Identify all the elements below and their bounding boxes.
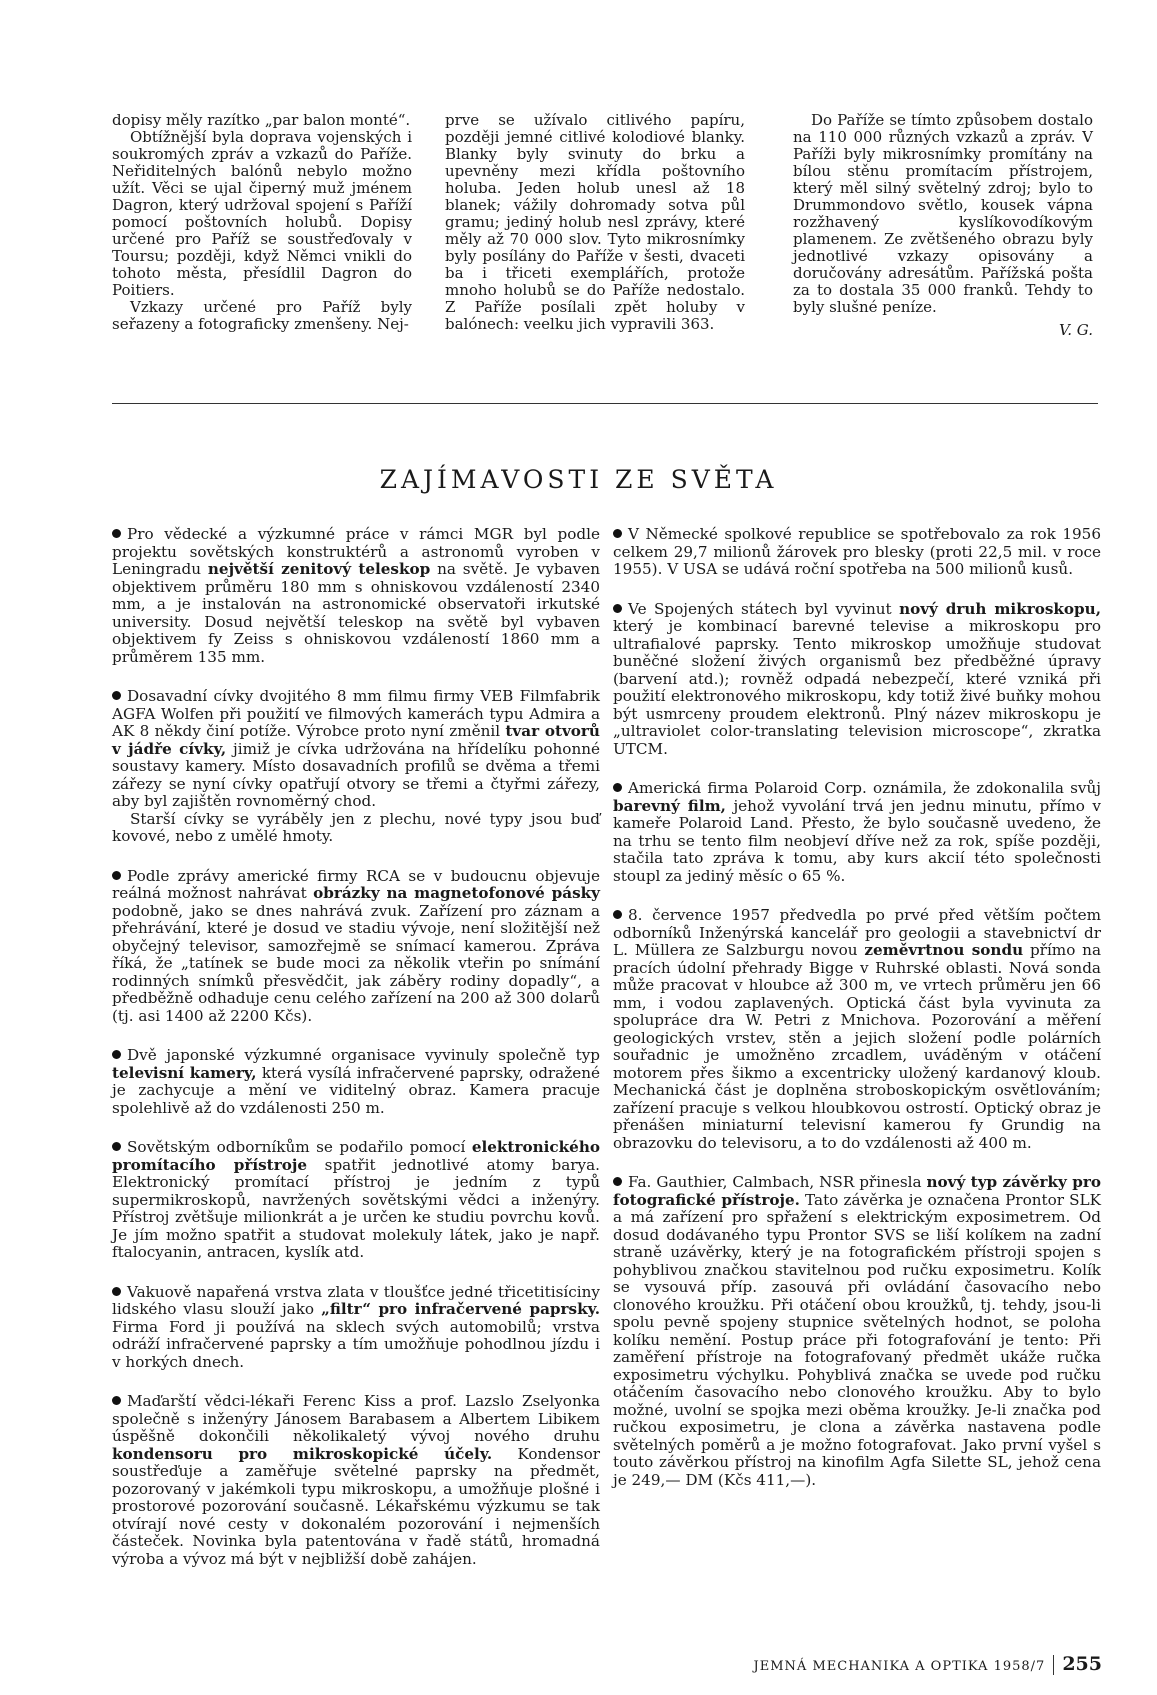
bullet-icon — [112, 1287, 121, 1296]
news-item — [613, 526, 1101, 579]
news-item — [112, 868, 600, 1026]
news-keyword: kondensoru pro mikroskopické účely. — [112, 1444, 493, 1463]
news-text: Firma Ford ji používá na sklech svých automobilů; vrstva odráží infračervené paprsky a tím umožňuje pohodlnou jízdu i v horkých dnech. — [112, 1317, 600, 1371]
bullet-icon — [613, 910, 622, 919]
news-keyword: obrázky na magnetofonové pásky — [313, 884, 600, 902]
news-text: V Německé spolkové republice se spotřebovalo za rok 1956 celkem 29,7 milionů žárovek pro blesky (proti 22,5 mil. v roce 1955). V USA se udává roční spotřeba na 500 milionů kusů. — [613, 525, 1101, 578]
top-column-3 — [793, 112, 1093, 339]
news-text: Vakuově napařená vrstva zlata v tloušťce jedné třicetitisíciny lidského vlasu slouží jako — [112, 1282, 600, 1318]
news-text: která vysílá infračervené paprsky, odražené je zachycuje a mění ve viditelný obraz. Kamera pracuje spolehlivě až do vzdálenosti 250 m. — [112, 1063, 600, 1117]
news-keyword: největší zenitový teleskop — [207, 560, 431, 578]
news-text: Tato závěrka je označena Prontor SLK a má zařízení pro spřažení s elektrickým exposimetrem. Od dosud dodávaného typu Prontor SVS se liší kolíkem na zadní straně uzávěrky, který je na fotografickém přístroji spojen s pohyblivou značkou stavitelnou pod ručku exposimetru. Kolík se vysouvá příp. zasouvá při ovládání časovacího nebo clonového kroužku. Při otáčení obou kroužků, tj. tehdy, jsou-li spolu pevně spojeny stupnice světelných hodnot, se poloha kolíku nemění. Postup práce při fotografování je tento: Při zaměření přístroje na fotografovaný předmět ukáže ručka exposimetru výchylku. Pohyblivá značka se uvede pod ručku otáčením časovacího nebo clonového kroužku. Aby to bylo možné, uvolní se spojka mezi oběma kroužky. Je-li značka pod ručkou exposimetru, je clona a závěrka nastavena podle světelných poměrů a je možno fotografovat. Jako první vyšel s touto závěrkou přístroj na kinofilm Agfa Silette SL, jehož cena je 249,— DM (Kčs 411,—). — [613, 1190, 1101, 1489]
paragraph: Obtížnější byla doprava vojenských i soukromých zpráv a vzkazů do Paříže. Neřiditelných balónů nebylo možno užít. Věci se ujal čiperný muž jménem Dagron, který udržoval spojení s Paříží pomocí poštovních holubů. Dopisy určené pro Paříž se soustřeďovaly v Toursu; později, když Němci vnikli do tohoto města, přesídlil Dagron do Poitiers. — [112, 128, 412, 299]
news-item — [112, 1284, 600, 1372]
author-signature: V. G. — [1059, 321, 1093, 339]
news-text: Ve Spojených státech byl vyvinut — [628, 599, 900, 618]
news-keyword: nový typ závěrky pro fotografické přístroje. — [613, 1173, 1101, 1209]
news-text: Americká firma Polaroid Corp. oznámila, že zdokonalila svůj — [628, 779, 1101, 797]
news-text: Podle zprávy americké firmy RCA se v budoucnu objevuje reálná možnost nahrávat — [112, 866, 600, 902]
news-item — [613, 601, 1101, 759]
news-keyword: zeměvrtnou sondu — [864, 941, 1024, 959]
news-text: jimiž je cívka udržována na hřídelíku pohonné soustavy kamery. Místo dosavadních profilů se dvěma a třemi zářezy se nyní cívky opatřují otvory se třemi a čtyřmi zářezy, aby byl zajištěn rovnoměrný chod. — [112, 739, 600, 810]
news-text: spatřit jednotlivé atomy barya. Elektronický promítací přístroj je jedním z typů supermikroskopů, navržených sovětskými vědci a inženýry. Přístroj zvětšuje milionkrát a je určen ke studiu povrchu kovů. Je jím možno spatřit a studovat molekuly látek, jako je např. ftalocyanin, antracen, kyslík atd. — [112, 1155, 601, 1261]
top-column-2 — [445, 112, 745, 333]
news-keyword: barevný film, — [613, 796, 726, 815]
news-item — [613, 907, 1101, 1152]
news-column-right — [613, 526, 1101, 1511]
news-text: Fa. Gauthier, Calmbach, NSR přinesla — [628, 1173, 927, 1191]
page-footer — [754, 1653, 1102, 1675]
bullet-icon — [112, 691, 121, 700]
news-text: na světě. Je vybaven objektivem průměru 180 mm s ohniskovou vzdáleností 2340 mm, a je instalován na astronomické observatoři irkutské university. Dosud největší teleskop na světě byl vybaven objektivem fy Zeiss s ohniskovou vzdáleností 1860 mm a průměrem 135 mm. — [112, 560, 600, 666]
news-text: Sovětským odborníkům se podařilo pomocí — [127, 1138, 472, 1156]
news-column-left — [112, 526, 600, 1590]
bullet-icon — [112, 1050, 121, 1059]
journal-title: JEMNÁ MECHANIKA A OPTIKA 1958/7 — [753, 1659, 1046, 1674]
news-item — [112, 1047, 600, 1117]
news-item — [112, 526, 600, 666]
paragraph: Do Paříže se tímto způsobem dostalo na 110 000 různých vzkazů a zpráv. V Paříži byly mikrosnímky promítány na bílou stěnu promítacím přístrojem, který měl silný světelný zdroj; bylo to Drummondovo světlo, kousek vápna rozžhavený kyslíkovodíkovým plamenem. Ze zvětšeného obrazu byly jednotlivé vzkazy opisovány a doručovány adresátům. Pařížská pošta za to dostala 35 000 franků. Tehdy to byly slušné peníze. — [793, 111, 1093, 316]
bullet-icon — [613, 1177, 622, 1186]
bullet-icon — [112, 1142, 121, 1151]
news-text: který je kombinací barevné televise a mikroskopu pro ultrafialové paprsky. Tento mikroskop umožňuje studovat buněčné složení živých organismů bez předběžné úpravy (barvení atd.); rovněž odpadá nebezpečí, které vzniká při použití elektronového mikroskopu, kdy totiž živé buňky mohou být usmrceny proudem elektronů. Plný název mikroskopu je „ultraviolet color-translating television microscope“, zkratka UTCM. — [613, 617, 1101, 758]
news-keyword: nový druh mikroskopu, — [899, 599, 1102, 618]
news-keyword: tvar otvorů v jádře cívky, — [112, 722, 600, 758]
bullet-icon — [112, 1396, 121, 1405]
news-text: přímo na pracích údolní přehrady Bigge v Ruhrské oblasti. Nová sonda může pracovat v hloubce až 300 m, ve vrtech průměru jen 66 mm, i vodou zaplavených. Optická část byla vyvinuta za spolupráce dra W. Petri z Mnichova. Pozorování a měření geologických vrstev, stěn a jejich složení podle polárních souřadnic je umožněno zrcadlem, uváděným v otáčení motorem přes šikmo a excentricky uložený kardanový kloub. Mechanická část je doplněna stroboskopickým osvětlováním; zařízení pracuje s velkou hloubkovou ostrostí. Optický obraz je přenášen miniaturní televisní kamerou fy Grundig na obrazovku do televisoru, a to do vzdálenosti až 400 m. — [613, 941, 1102, 1152]
news-text: jehož vyvolání trvá jen jednu minutu, přímo v kameře Polaroid Land. Přesto, že bylo současně uvedeno, že na trhu se tento film neobjeví dříve než za rok, spíše později, stačila tato zpráva k tomu, aby kurs akcií této společnosti stoupl za jediný měsíc o 65 %. — [613, 796, 1101, 885]
news-item — [112, 1393, 600, 1568]
section-heading: ZAJÍMAVOSTI ZE SVĚTA — [379, 465, 778, 494]
footer-separator — [1053, 1655, 1054, 1675]
bullet-icon — [613, 783, 622, 792]
top-column-1 — [112, 112, 412, 333]
news-item — [613, 1174, 1101, 1489]
news-text: Kondensor soustřeďuje a zaměřuje světelné paprsky na předmět, pozorovaný v jakémkoli typu mikroskopu, a umožňuje plošné i prostorové pozorování současně. Lékařskému výzkumu se tak otvírají nové cesty v dokonalém pozorování i nejmenších částeček. Novinka byla patentována v řadě států, hromadná výroba a vývoz má být v nejbližší době zahájen. — [112, 1444, 600, 1568]
bullet-icon — [613, 529, 622, 538]
paragraph: dopisy měly razítko „par balon monté“. — [112, 111, 411, 129]
news-text: Dosavadní cívky dvojitého 8 mm filmu firmy VEB Filmfabrik AGFA Wolfen při použití ve filmových kamerách typu Admira a AK 8 někdy činí potíže. Výrobce proto nyní změnil — [112, 687, 600, 740]
news-keyword: „filtr“ pro infračervené paprsky. — [321, 1300, 600, 1318]
page-number: 255 — [1062, 1653, 1102, 1675]
news-text: podobně, jako se dnes nahrává zvuk. Zařízení pro záznam a přehrávání, které je dosud ve stadiu vývoje, není složitější než obyčejný televisor, samozřejmě se snímací kamerou. Zpráva říká, že „tatínek se bude moci za několik vteřin po snímání rodinných snímků přesvědčit, jak záběry rodiny dopadly“, a předběžně odhaduje cenu celého zařízení na 200 až 300 dolarů (tj. asi 1400 až 2200 Kčs). — [112, 901, 600, 1025]
news-item — [112, 688, 600, 846]
bullet-icon — [112, 871, 121, 880]
news-text: 8. července 1957 předvedla po prvé před větším počtem odborníků Inženýrská kancelář pro geologii a stavebnictví dr L. Müllera ze Salzburgu novou — [613, 906, 1101, 959]
news-text: Maďarští vědci-lékaři Ferenc Kiss a prof. Lazslo Zselyonka společně s inženýry Jánosem Barabasem a Albertem Libikem úspěšně dokončili několikaletý vývoj nového druhu — [112, 1392, 600, 1445]
news-keyword: elektronického promítacího přístroje — [112, 1138, 600, 1174]
bullet-icon — [112, 529, 121, 538]
paragraph: prve se užívalo citlivého papíru, později jemné citlivé kolodiové blanky. Blanky byly svinuty do brku a upevněny mezi křídla poštovního holuba. Jeden holub unesl až 18 blanek; vážily dohromady sotva půl gramu; jediný holub nesl zprávy, které měly až 70 000 slov. Tyto mikrosnímky byly posílány do Paříže v šesti, dvaceti ba i třiceti exemplářích, protože mnoho holubů se do Paříže nedostalo. Z Paříže posílali zpět holuby v balónech: veelku jich vypravili 363. — [445, 111, 745, 333]
bullet-icon — [613, 604, 622, 613]
news-text-continuation: Starší cívky se vyráběly jen z plechu, nové typy jsou buď kovové, nebo z umělé hmoty. — [112, 809, 600, 845]
paragraph: Vzkazy určené pro Paříž byly seřazeny a fotograficky zmenšeny. Nej- — [112, 298, 412, 333]
section-divider — [112, 403, 1098, 404]
news-item — [613, 780, 1101, 885]
news-text: Pro vědecké a výzkumné práce v rámci MGR byl podle projektu sovětských konstruktérů a astronomů vyroben v Leningradu — [112, 525, 600, 578]
news-keyword: televisní kamery, — [112, 1063, 257, 1082]
news-text: Dvě japonské výzkumné organisace vyvinuly společně typ — [127, 1046, 600, 1064]
news-item — [112, 1139, 600, 1262]
